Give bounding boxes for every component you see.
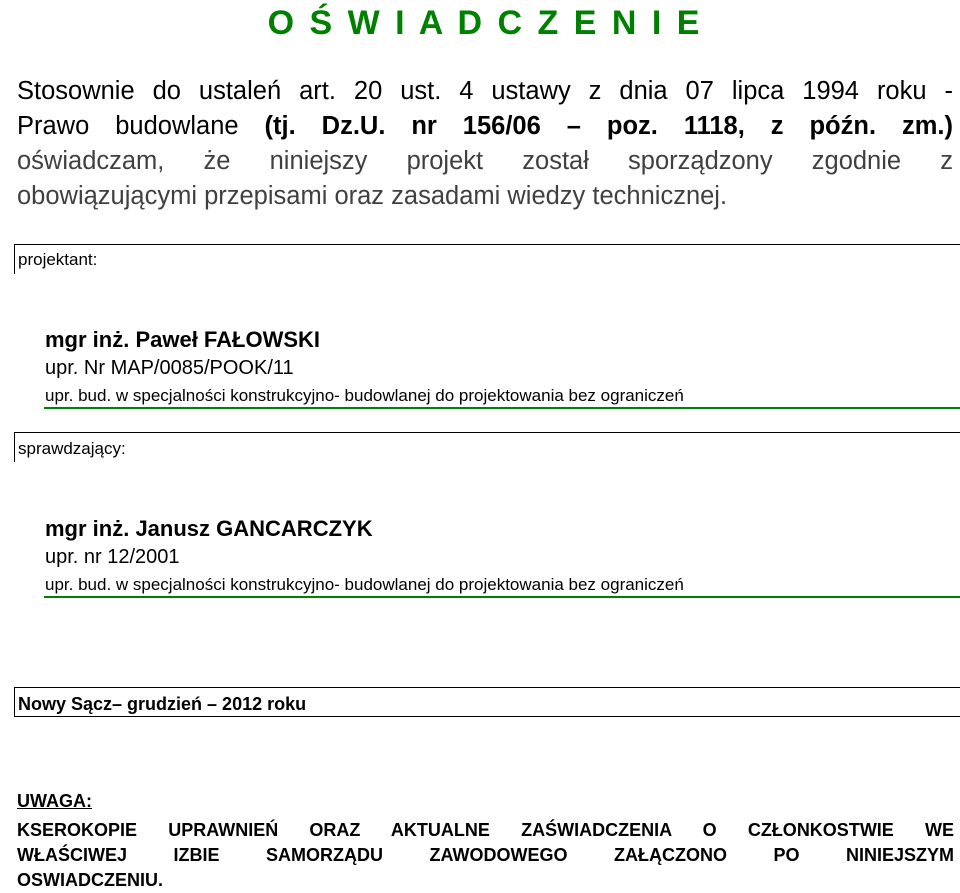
designer-divider bbox=[44, 407, 960, 409]
statement-line-1: Stosownie do ustaleń art. 20 ust. 4 ustawy z dnia 07 lipca 1994 roku - bbox=[17, 77, 953, 105]
statement-line-4: obowiązującymi przepisami oraz zasadami wiedzy technicznej. bbox=[17, 182, 728, 210]
checker-label: sprawdzający: bbox=[18, 439, 126, 458]
statement-law-name: Prawo budowlane bbox=[17, 112, 239, 140]
checker-divider bbox=[44, 596, 960, 598]
designer-box-frame bbox=[14, 244, 960, 274]
checker-license: upr. nr 12/2001 bbox=[45, 546, 180, 568]
statement-line-3: oświadczam, że niniejszy projekt został sporządzony zgodnie z bbox=[17, 147, 953, 175]
designer-label: projektant: bbox=[18, 250, 98, 269]
checker-name: mgr inż. Janusz GANCARCZYK bbox=[45, 516, 373, 541]
note-heading: UWAGA: bbox=[17, 791, 92, 811]
designer-license: upr. Nr MAP/0085/POOK/11 bbox=[45, 357, 294, 379]
note-line-2: WŁAŚCIWEJ IZBIE SAMORZĄDU ZAWODOWEGO ZAŁĄCZONO PO NINIEJSZYM bbox=[17, 845, 954, 865]
checker-box-frame bbox=[14, 432, 960, 462]
designer-name: mgr inż. Paweł FAŁOWSKI bbox=[45, 327, 321, 352]
place-date: Nowy Sącz– grudzień – 2012 roku bbox=[18, 694, 307, 714]
note-line-1: KSEROKOPIE UPRAWNIEŃ ORAZ AKTUALNE ZAŚWIADCZENIA O CZŁONKOSTWIE WE bbox=[17, 820, 954, 840]
note-text bbox=[17, 818, 954, 893]
designer-specialty: upr. bud. w specjalności konstrukcyjno- budowlanej do projektowania bez ograniczeń bbox=[45, 386, 684, 405]
place-date-underline bbox=[14, 716, 960, 717]
statement-paragraph bbox=[17, 74, 953, 214]
statement-law-reference: (tj. Dz.U. nr 156/06 – poz. 1118, z późn. zm.) bbox=[264, 112, 953, 140]
page-title: O Ś W I A D C Z E N I E bbox=[267, 4, 703, 42]
statement-line-2 bbox=[17, 109, 953, 144]
note-line-3: OSWIADCZENIU. bbox=[17, 870, 163, 890]
checker-specialty: upr. bud. w specjalności konstrukcyjno- budowlanej do projektowania bez ograniczeń bbox=[45, 575, 684, 594]
